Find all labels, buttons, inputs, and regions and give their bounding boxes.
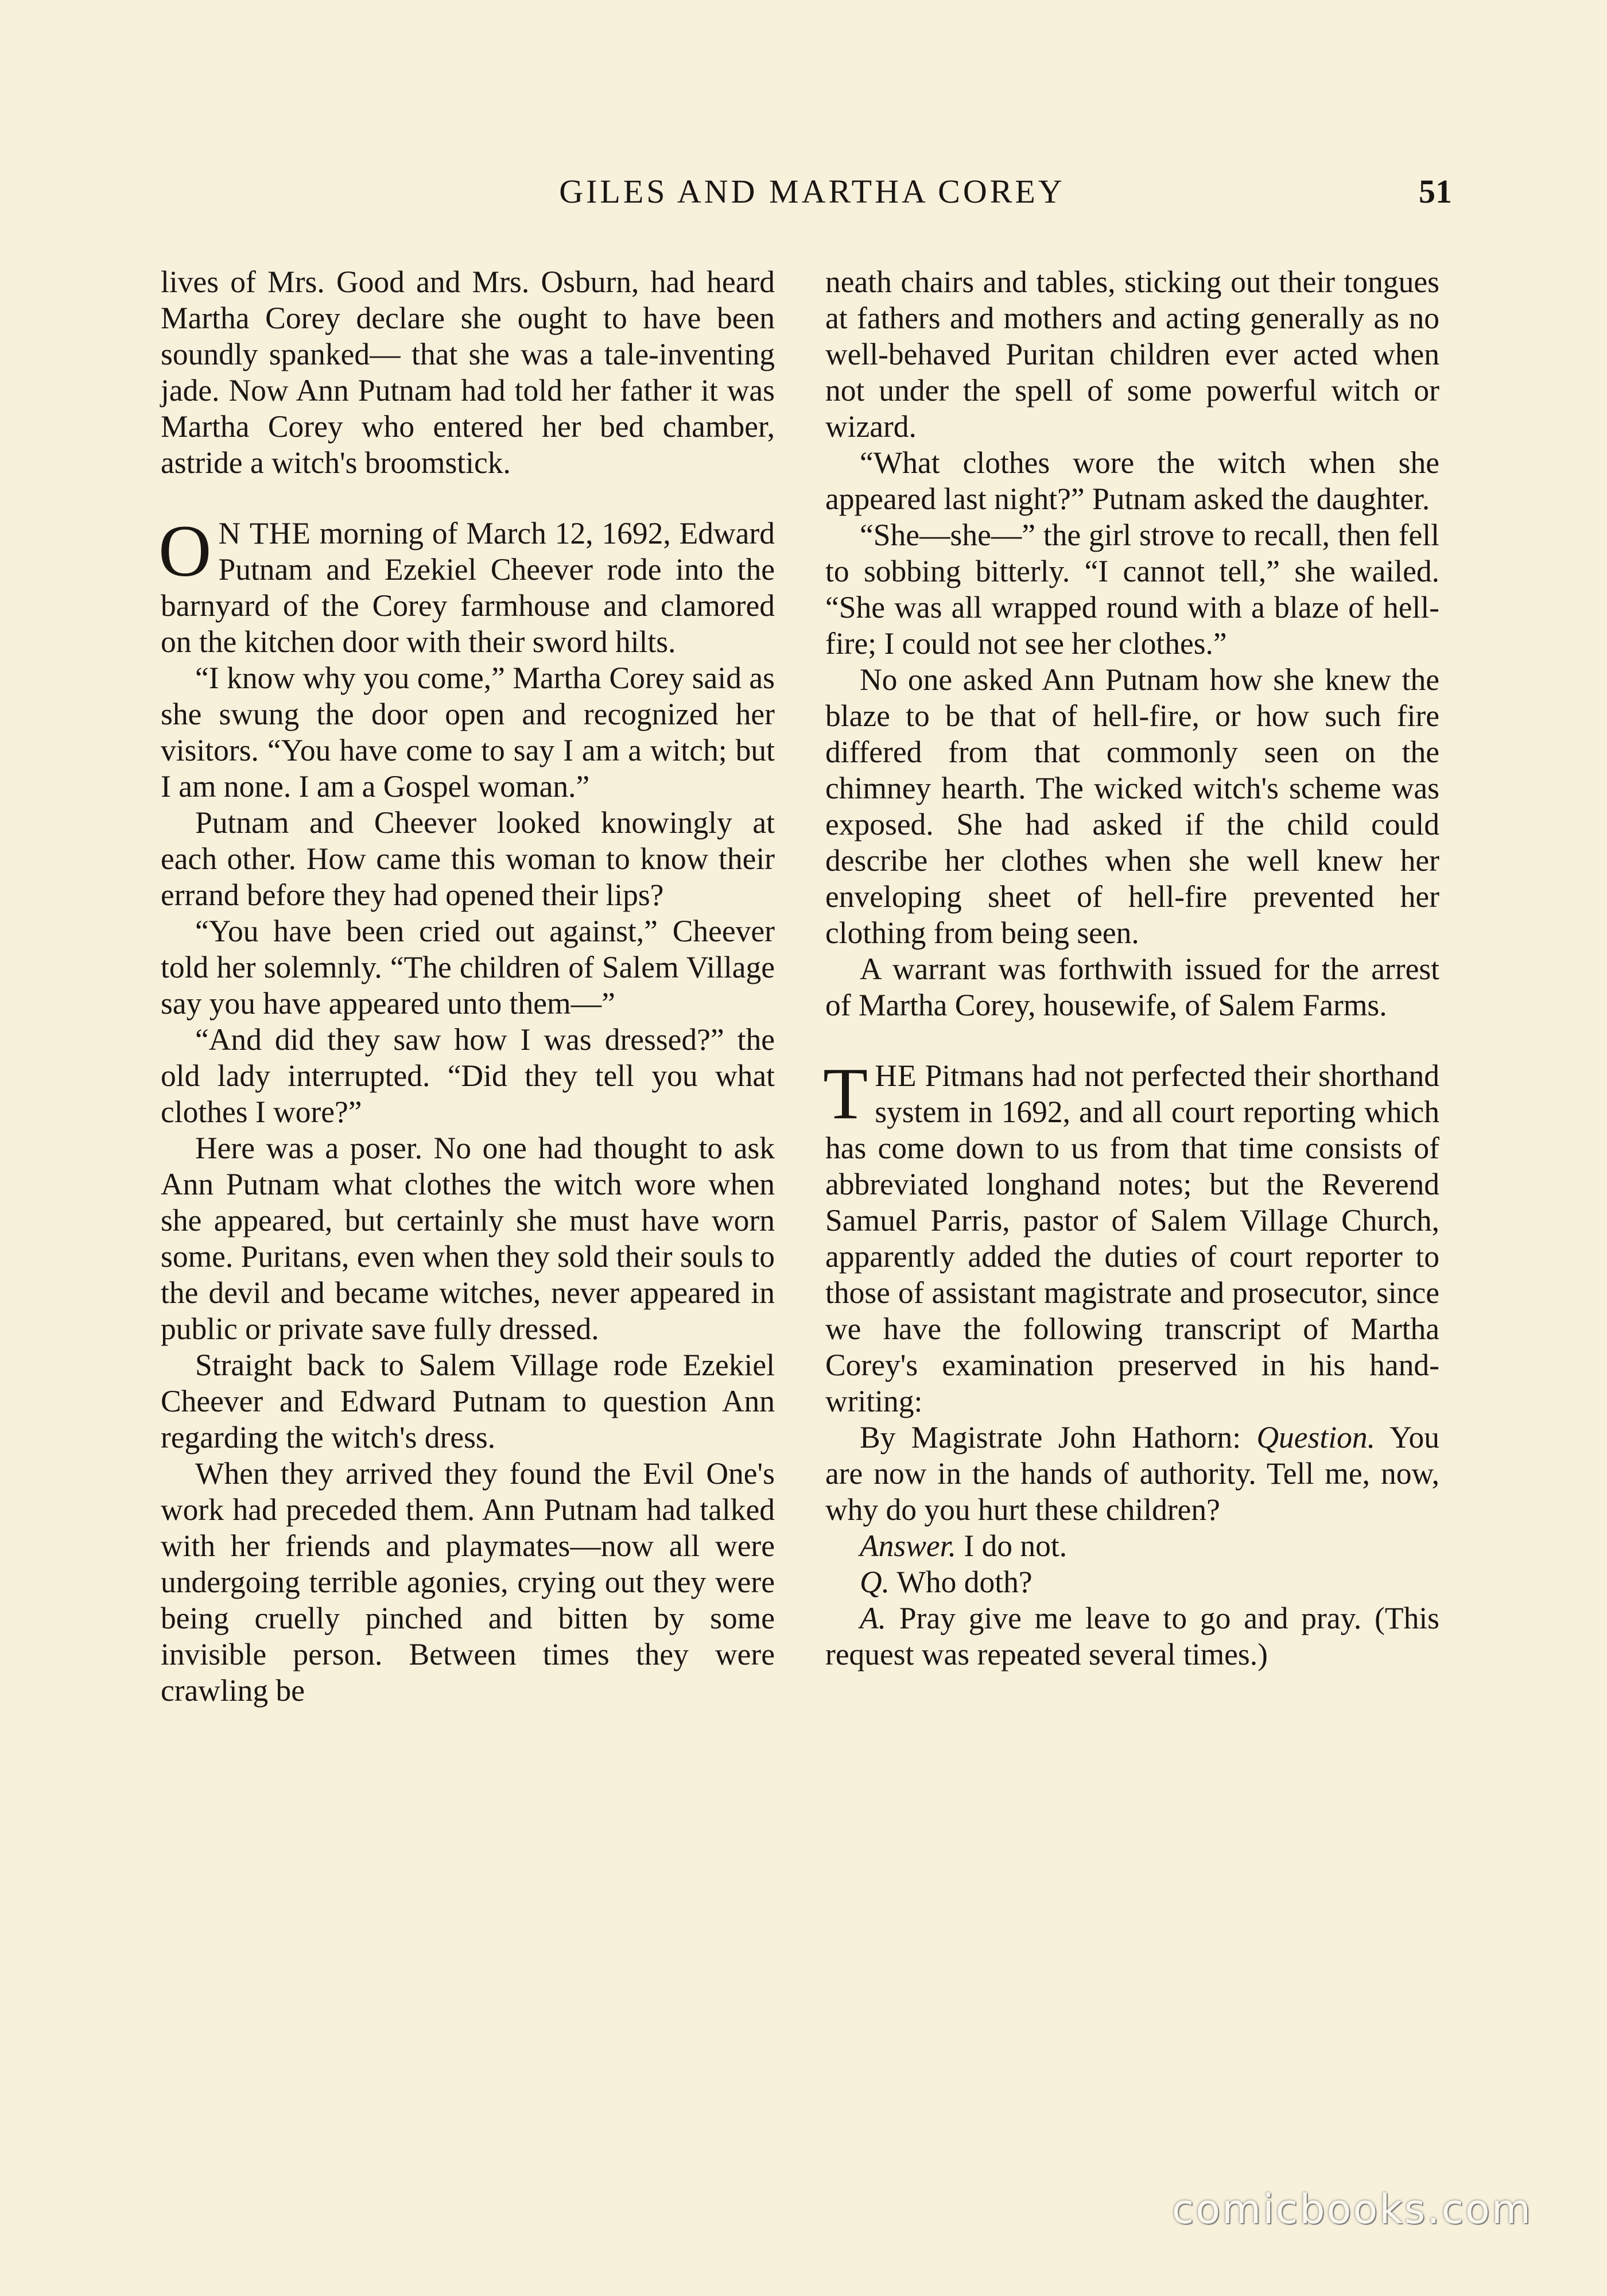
paragraph xyxy=(825,1420,1439,1528)
paragraph xyxy=(825,1564,1439,1600)
dialogue-label: Question. xyxy=(1256,1420,1375,1455)
paragraph xyxy=(825,1600,1439,1673)
paragraph: Putnam and Cheever looked knowingly at each other. How came this woman to know their errand before they had opened their lips? xyxy=(161,805,775,912)
dialogue-label: Q. xyxy=(860,1565,890,1599)
drop-cap: T xyxy=(823,1053,868,1134)
paragraph-text: You are now in the hands of authority. Tell me, now, why do you hurt these children? xyxy=(825,1420,1439,1527)
running-title: GILES AND MARTHA COREY xyxy=(559,173,1065,210)
section-break xyxy=(161,481,775,515)
paragraph: “What clothes wore the witch when she appeared last night?” Putnam asked the daughter. xyxy=(825,445,1439,516)
paragraph-text: I do not. xyxy=(956,1529,1068,1563)
paragraph: Straight back to Salem Village rode Ezekiel Cheever and Edward Putnam to question Ann regarding the witch's dress. xyxy=(161,1348,775,1455)
page-number: 51 xyxy=(1419,173,1452,210)
paragraph xyxy=(825,1528,1439,1564)
paragraph-text: Pitmans had not perfected their shorthand system in 1692, and all court reporting which has come down to us from that time consists of abbreviated longhand notes; but the Reverend Samuel Parris, pastor of Salem Village Church, apparently added the duties of court reporter to those of assistant magistrate and prosecutor, since we have the following transcript of Martha Corey's examination preserved in his handwriting: xyxy=(825,1058,1439,1418)
running-head xyxy=(172,172,1452,224)
paragraph: “She—she—” the girl strove to recall, then fell to sobbing bitterly. “I cannot tell,” she wailed. “She was all wrapped round with a blaze of hell-fire; I could not see her clothes.” xyxy=(825,518,1439,661)
section-break xyxy=(825,1023,1439,1058)
paragraph: A warrant was forthwith issued for the arrest of Martha Corey, housewife, of Salem Farms. xyxy=(825,952,1439,1022)
paragraph: When they arrived they found the Evil One's work had preceded them. Ann Putnam had talked with her friends and playmates—now all were undergoing terrible agonies, crying out they were being cruelly pinched and bitten by some invisible person. Between times they were crawling be xyxy=(161,1456,775,1708)
left-column xyxy=(158,264,775,1709)
small-caps-lead: HE xyxy=(875,1058,917,1093)
paragraph-text: Pray give me leave to go and pray. (This request was repeated several times.) xyxy=(825,1601,1439,1671)
paragraph: “You have been cried out against,” Cheever told her solemnly. “The children of Salem Village say you have appeared unto them—” xyxy=(161,914,775,1021)
paragraph: “I know why you come,” Martha Corey said as she swung the door open and recognized her visitors. “You have come to say I am a witch; but I am none. I am a Gospel woman.” xyxy=(161,661,775,804)
paragraph-text: morning of March 12, 1692, Edward Putnam and Ezekiel Cheever rode into the barnyard of the Corey farmhouse and clamored on the kitchen door with their sword hilts. xyxy=(161,516,775,659)
paragraph-with-dropcap xyxy=(823,1053,1439,1420)
watermark: comicbooks.com xyxy=(1171,2186,1532,2233)
small-caps-lead: N THE xyxy=(218,516,311,550)
dialogue-label: Answer. xyxy=(860,1529,956,1563)
paragraph: Here was a poser. No one had thought to ask Ann Putnam what clothes the witch wore when she appeared, but certainly she must have worn some. Puritans, even when they sold their souls to the devil and became witches, never appeared in public or private save fully dressed. xyxy=(161,1131,775,1346)
paragraph: “And did they saw how I was dressed?” the old lady interrupted. “Did they tell you what clothes I wore?” xyxy=(161,1022,775,1129)
right-column xyxy=(825,264,1439,1673)
paragraph: neath chairs and tables, sticking out their tongues at fathers and mothers and acting generally as no well-behaved Puritan children ever acted when not under the spell of some powerful witch or wizard. xyxy=(825,265,1439,444)
paragraph: lives of Mrs. Good and Mrs. Osburn, had heard Martha Corey declare she ought to have been soundly spanked— that she was a tale-inventing jade. Now Ann Putnam had told her father it was Martha Corey who entered her bed chamber, astride a witch's broomstick. xyxy=(161,265,775,480)
paragraph: No one asked Ann Putnam how she knew the blaze to be that of hell-fire, or how such fire differed from that commonly seen on the chimney hearth. The wicked witch's scheme was exposed. She had asked if the child could describe her clothes when she well knew her enveloping sheet of hell-fire prevented her clothing from being seen. xyxy=(825,662,1439,950)
dialogue-label: A. xyxy=(860,1601,887,1635)
paragraph-text: By Magistrate John Hathorn: xyxy=(860,1420,1241,1455)
paragraph-with-dropcap xyxy=(158,510,775,660)
paragraph-text: Who doth? xyxy=(890,1565,1032,1599)
drop-cap: O xyxy=(158,510,212,592)
